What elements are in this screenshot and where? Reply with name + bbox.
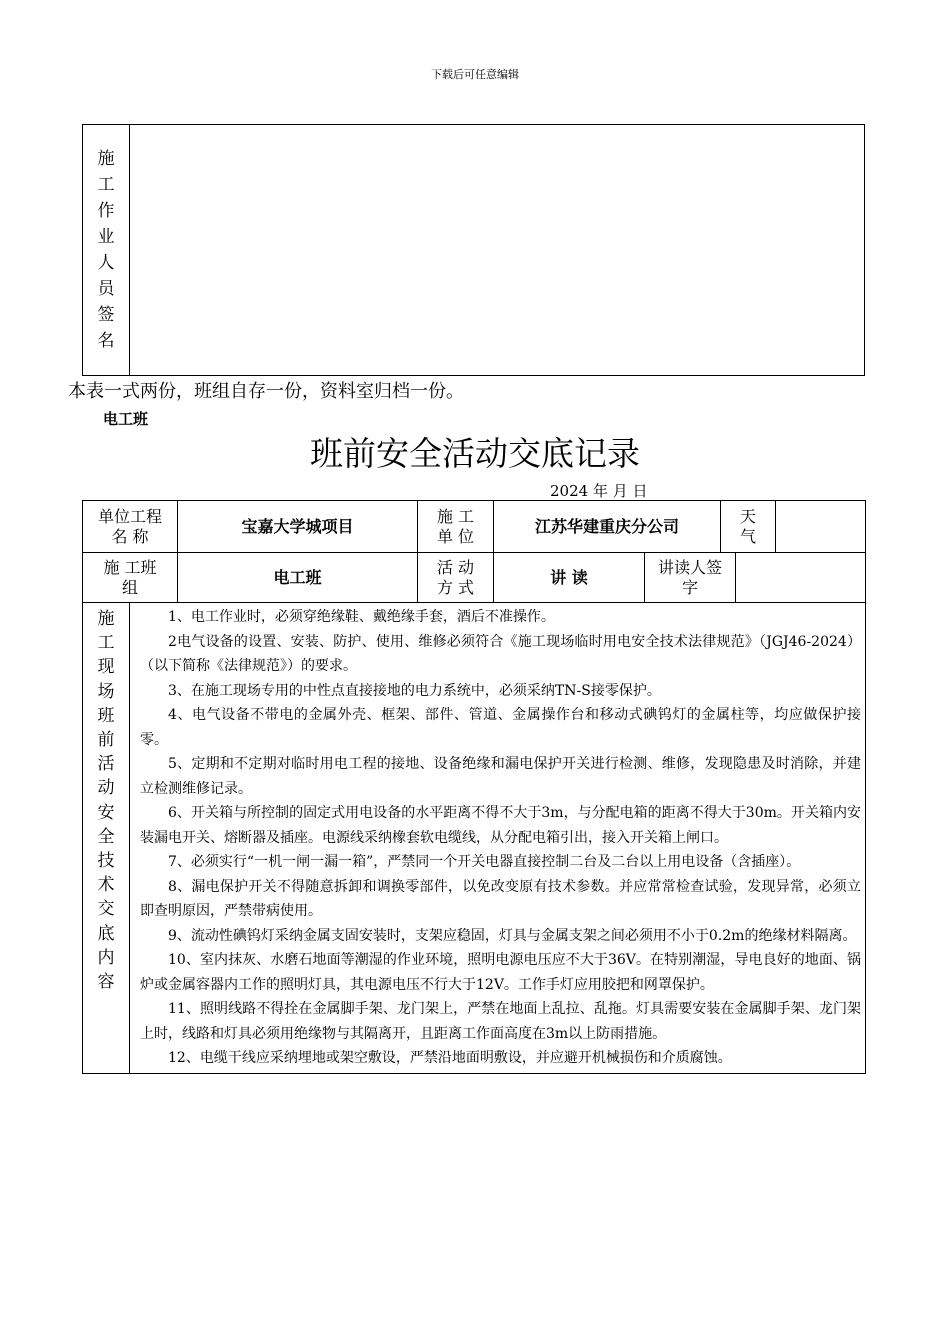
reader-label-cell [645, 553, 736, 603]
list-item: 3、在施工现场专用的中性点直接接地的电力系统中，必须采纳TN-S接零保护。 [168, 682, 661, 699]
unit-label: 施 工单 位 [436, 506, 475, 546]
team-label-cell [83, 553, 178, 603]
list-item: 11、照明线路不得拴在金属脚手架、龙门架上，严禁在地面上乱拉、乱拖。灯具需要安装在金属脚手架、龙门架上时，线路和灯具必须用绝缘物与其隔离开，且距离工作面高度在3m以上防雨措施。 [140, 1001, 862, 1042]
method-value: 讲 读 [494, 553, 645, 603]
content-label: 施工现场班前活动安全技术交底内容 [97, 609, 115, 993]
project-value: 宝嘉大学城项目 [178, 501, 418, 553]
page-title: 班前安全活动交底记录 [310, 434, 640, 473]
list-item: 4、电气设备不带电的金属外壳、框架、部件、管道、金属操作台和移动式碘钨灯的金属柱等，均应做保护接零。 [140, 707, 862, 748]
method-label: 活 动方 式 [436, 557, 475, 597]
signature-table [82, 124, 865, 376]
record-date: 2024 年 月 日 [550, 482, 648, 500]
list-item: 2电气设备的设置、安装、防护、使用、维修必须符合《施工现场临时用电安全技术法律规范》（JGJ46-2024）（以下简称《法律规范》）的要求。 [140, 633, 862, 674]
reader-signature[interactable] [736, 553, 866, 603]
content-label-cell [83, 603, 130, 1074]
team-label: 施 工班 组 [103, 557, 157, 597]
list-item: 6、开关箱与所控制的固定式用电设备的水平距离不得不大于3m，与分配电箱的距离不得大于30m。开关箱内安装漏电开关、熔断器及插座。电源线采纳橡套软电缆线，从分配电箱引出，接入开关箱上闸口。 [140, 805, 862, 846]
copy-note: 本表一式两份，班组自存一份，资料室归档一份。 [68, 381, 464, 402]
list-item: 5、定期和不定期对临时用电工程的接地、设备绝缘和漏电保护开关进行检测、维修，发现隐患及时消除，并建立检测维修记录。 [140, 756, 862, 797]
list-item: 8、漏电保护开关不得随意拆卸和调换零部件，以免改变原有技术参数。并应常常检查试验，发现异常，必须立即查明原因，严禁带病使用。 [140, 878, 862, 919]
weather-label-cell [721, 501, 776, 553]
team-heading: 电工班 [103, 410, 149, 428]
unit-value: 江苏华建重庆分公司 [494, 501, 721, 553]
project-label: 单位工程名 称 [97, 506, 162, 546]
weather-value[interactable] [776, 501, 866, 553]
list-item: 9、流动性碘钨灯采纳金属支固安装时，支架应稳固，灯具与金属支架之间必须用不小于0.2m的绝缘材料隔离。 [168, 927, 857, 944]
content-cell [130, 603, 866, 1074]
method-label-cell [418, 553, 494, 603]
list-item: 10、室内抹灰、水磨石地面等潮湿的作业环境，照明电源电压应不大于36V。在特别潮湿，导电良好的地面、锅炉或金属容器内工作的照明灯具，其电源电压不行大于12V。工作手灯应用胶把和网罩保护。 [140, 952, 862, 993]
list-item: 1、电工作业时，必须穿绝缘鞋、戴绝缘手套，酒后不准操作。 [168, 609, 555, 625]
briefing-table [82, 500, 866, 1074]
project-label-cell [83, 501, 178, 553]
weather-label: 天气 [740, 506, 757, 546]
reader-label: 讲读人签 字 [658, 557, 723, 597]
unit-label-cell [418, 501, 494, 553]
signature-area[interactable] [130, 125, 865, 376]
list-item: 7、必须实行“一机一闸一漏一箱”，严禁同一个开关电器直接控制二台及二台以上用电设备（含插座）。 [168, 854, 801, 870]
team-value: 电工班 [178, 553, 418, 603]
header-note: 下载后可任意编辑 [431, 68, 519, 81]
signature-label-cell [83, 125, 130, 376]
list-item: 12、电缆干线应采纳埋地或架空敷设，严禁沿地面明敷设，并应避开机械损伤和介质腐蚀。 [168, 1050, 732, 1066]
signature-label: 施工作业人员签名 [97, 149, 115, 351]
